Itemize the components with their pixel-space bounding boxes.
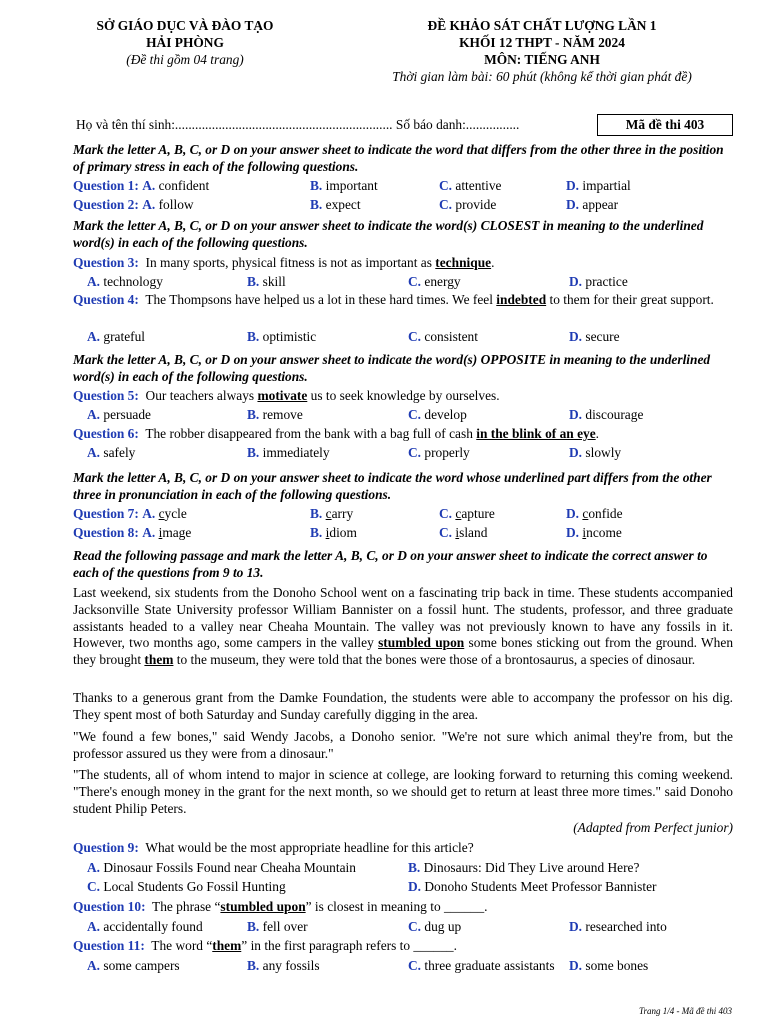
q9-letter-c: C. [87,879,101,894]
q2-letter-b: B. [310,197,323,212]
q4-text: The Thompsons have helped us a lot in these hard times. We feel [145,292,497,307]
q5-option-d: discourage [585,407,644,422]
q3-letter-d: D. [569,274,583,289]
question-9-stem [73,840,733,857]
q6-letter-b: B. [247,445,260,460]
question-1 [73,177,733,195]
q4-option-a: grateful [103,329,146,344]
passage-p1-text-c: to the museum, they were told that the bones were those of a brontosaurus, a species of dinosaur. [173,652,696,668]
q10-text: The phrase “ [152,899,221,914]
q11-letter-b: B. [247,958,260,973]
question-2 [73,196,733,214]
q10-option-c: dug up [424,919,462,934]
q6-label: Question 6: [73,426,139,441]
q1-letter-c: C. [439,178,453,193]
q1-option-d: impartial [582,178,631,193]
q5-option-c: develop [424,407,467,422]
question-11-stem [73,938,733,955]
passage-source: (Adapted from Perfect junior) [573,820,733,835]
q7-letter-c: C. [439,506,453,521]
q8-d-rest: ncome [586,525,622,540]
question-9-options-cd [73,878,733,896]
q11-option-c: three graduate assistants [424,958,555,973]
q4-option-c: consistent [424,329,478,344]
q3-option-a: technology [103,274,163,289]
q2-option-a: follow [158,197,194,212]
question-3-stem [73,255,733,272]
q10-letter-a: A. [87,919,101,934]
q2-option-d: appear [582,197,619,212]
question-9-options-ab [73,859,733,877]
exam-time: Thời gian làm bài: 60 phút (không kể thời gian phát đề) [392,69,692,84]
q4-label: Question 4: [73,292,139,307]
q10-option-a: accidentally found [103,919,203,934]
q8-a-underlined: i [158,525,163,540]
q10-option-b: fell over [262,919,308,934]
question-4-options [73,328,733,346]
q4-letter-d: D. [569,329,583,344]
passage-p1-text-b: some bones sticking out from the ground. When they brought [73,635,734,668]
q5-text: Our teachers always [145,388,258,403]
q11-label: Question 11: [73,938,145,953]
q11-option-a: some campers [103,958,180,973]
q3-underlined: technique [435,255,492,270]
q1-letter-a: A. [142,178,156,193]
q4-underlined: indebted [496,292,547,307]
exam-subject: MÔN: TIẾNG ANH [484,52,600,67]
q3-label: Question 3: [73,255,139,270]
q7-b-rest: arry [331,506,354,521]
q7-letter-d: D. [566,506,580,521]
q4-letter-b: B. [247,329,260,344]
q5-end: us to seek knowledge by ourselves. [307,388,500,403]
q4-option-d: secure [585,329,620,344]
q7-label: Question 7: [73,506,139,521]
question-10-stem [73,899,733,916]
q5-label: Question 5: [73,388,139,403]
section-2-instruction: Mark the letter A, B, C, or D on your answer sheet to indicate the word(s) CLOSEST in meaning to the underlined word(s) in each of the following questions. [73,218,704,250]
passage-underlined-stumbled-upon: stumbled upon [378,635,465,651]
q11-text: The word “ [151,938,213,953]
q7-c-rest: apture [461,506,495,521]
section-5-instruction: Read the following passage and mark the letter A, B, C, or D on your answer sheet to indicate the correct answer to each of the questions from 9 to 13. [73,548,708,580]
q8-b-underlined: i [325,525,330,540]
q5-option-a: persuade [103,407,151,422]
q1-option-b: important [325,178,378,193]
q6-option-a: safely [103,445,136,460]
q11-letter-a: A. [87,958,101,973]
q8-a-rest: mage [162,525,192,540]
q9-option-c: Local Students Go Fossil Hunting [103,879,286,894]
question-10-options [73,918,733,936]
q6-option-b: immediately [262,445,330,460]
q6-option-c: properly [424,445,470,460]
passage-paragraph-2: Thanks to a generous grant from the Damke Foundation, the students were able to accompany the professor on his dig. They spent most of both Saturday and Sunday carefully digging in the area. [73,690,733,722]
question-6-options [73,444,733,462]
q11-option-d: some bones [585,958,649,973]
exam-code-box: Mã đề thi 403 [597,114,733,136]
q4-letter-c: C. [408,329,422,344]
passage-paragraph-3: "We found a few bones," said Wendy Jacobs, a Donoho senior. "We're not sure which animal they're from, but the professor assured us they were from a dinosaur." [73,729,733,761]
q6-letter-a: A. [87,445,101,460]
q1-label: Question 1: [73,178,139,193]
q1-option-a: confident [158,178,210,193]
q8-letter-b: B. [310,525,323,540]
header-left [60,17,310,68]
passage-underlined-them: them [144,652,174,668]
q11-letter-c: C. [408,958,422,973]
passage-paragraph-4: "The students, all of whom intend to major in science at college, are looking forward to returning this coming weekend. "There's enough money in the grant for the next month, so we should get to return at least three more times." said Donoho student Philip Peters. [73,767,733,816]
q4-end: to them for their great support. [546,292,714,307]
q1-letter-d: D. [566,178,580,193]
q7-a-rest: ycle [164,506,187,521]
q11-underlined: them [212,938,242,953]
q5-letter-a: A. [87,407,101,422]
q9-option-d: Donoho Students Meet Professor Bannister [424,879,657,894]
q5-letter-b: B. [247,407,260,422]
q3-letter-a: A. [87,274,101,289]
q9-letter-b: B. [408,860,421,875]
q11-option-b: any fossils [262,958,320,973]
q10-letter-b: B. [247,919,260,934]
question-6-stem [73,426,733,443]
q4-letter-a: A. [87,329,101,344]
question-11-options [73,957,733,975]
q3-option-b: skill [262,274,286,289]
question-8 [73,524,733,542]
q11-letter-d: D. [569,958,583,973]
q8-letter-a: A. [142,525,156,540]
q6-text: The robber disappeared from the bank with a bag full of cash [145,426,477,441]
q7-letter-a: A. [142,506,156,521]
q3-letter-c: C. [408,274,422,289]
q9-label: Question 9: [73,840,139,855]
question-4-stem [73,292,733,309]
city-name: HẢI PHÒNG [146,35,224,50]
q8-label: Question 8: [73,525,139,540]
q5-letter-d: D. [569,407,583,422]
q3-option-d: practice [585,274,628,289]
q6-letter-d: D. [569,445,583,460]
q4-option-b: optimistic [262,329,317,344]
question-7 [73,505,733,523]
q2-option-b: expect [325,197,361,212]
question-5-stem [73,388,733,405]
q9-letter-d: D. [408,879,422,894]
q1-letter-b: B. [310,178,323,193]
q3-letter-b: B. [247,274,260,289]
header-right [352,17,732,85]
passage-p1-text-a: Last weekend, six students from the Donoho School went on a fascinating trip back in time. These students accompanied Jacksonville State University professor William Bannister on a fossil hunt. The students, professor, and three graduate assistants headed to a valley near Cheaha Mountain. The valley was not previously known to have any fossils in it. However, two months ago, some campers in the valley [73,585,733,651]
q1-option-c: attentive [455,178,502,193]
q9-letter-a: A. [87,860,101,875]
exam-grade: KHỐI 12 THPT - NĂM 2024 [459,35,625,50]
exam-title: ĐỀ KHẢO SÁT CHẤT LƯỢNG LẦN 1 [427,18,657,33]
q5-letter-c: C. [408,407,422,422]
q9-text: What would be the most appropriate headline for this article? [145,840,474,855]
q9-option-a: Dinosaur Fossils Found near Cheaha Mountain [103,860,356,875]
dept-name: SỞ GIÁO DỤC VÀ ĐÀO TẠO [96,18,274,33]
pages-note: (Đề thi gồm 04 trang) [126,52,244,67]
q3-text: In many sports, physical fitness is not as important as [145,255,436,270]
q10-letter-c: C. [408,919,422,934]
q6-option-d: slowly [585,445,622,460]
section-1-instruction: Mark the letter A, B, C, or D on your answer sheet to indicate the word that differs from the other three in the position of primary stress in each of the following questions. [73,142,724,174]
student-info-line [76,117,519,133]
q10-end: ” is closest in meaning to ______. [305,899,488,914]
q2-letter-c: C. [439,197,453,212]
q7-letter-b: B. [310,506,323,521]
q10-option-d: researched into [585,919,667,934]
q8-c-underlined: i [455,525,460,540]
q8-b-rest: diom [329,525,357,540]
q10-underlined: stumbled upon [220,899,306,914]
q7-a-underlined: c [158,506,165,521]
q10-label: Question 10: [73,899,146,914]
q3-option-c: energy [424,274,461,289]
q7-d-rest: onfide [588,506,623,521]
student-id-field: Số báo danh:................ [395,117,520,132]
question-3-options [73,273,733,291]
q11-end: ” in the first paragraph refers to ______. [241,938,457,953]
q6-underlined: in the blink of an eye [476,426,596,441]
q2-label: Question 2: [73,197,139,212]
q8-c-rest: sland [459,525,488,540]
q8-d-underlined: i [582,525,587,540]
q6-end: . [595,426,600,441]
q2-option-c: provide [455,197,497,212]
passage-paragraph-1 [73,585,733,669]
section-3-instruction: Mark the letter A, B, C, or D on your answer sheet to indicate the word(s) OPPOSITE in meaning to the underlined word(s) in each of the following questions. [73,352,711,384]
q9-option-b: Dinosaurs: Did They Live around Here? [423,860,640,875]
q10-letter-d: D. [569,919,583,934]
question-5-options [73,406,733,424]
q6-letter-c: C. [408,445,422,460]
q5-underlined: motivate [257,388,308,403]
page-footer: Trang 1/4 - Mã đề thi 403 [638,1006,732,1016]
q2-letter-d: D. [566,197,580,212]
q8-letter-c: C. [439,525,453,540]
q8-letter-d: D. [566,525,580,540]
q3-end: . [491,255,495,270]
section-4-instruction: Mark the letter A, B, C, or D on your answer sheet to indicate the word whose underlined part differs from the other three in pronunciation in each of the following questions. [73,470,712,502]
q7-b-underlined: c [325,506,332,521]
q7-d-underlined: c [582,506,589,521]
q5-option-b: remove [262,407,303,422]
q7-c-underlined: c [455,506,462,521]
q2-letter-a: A. [142,197,156,212]
student-name-field: Họ và tên thí sinh:................................................................. [76,117,393,132]
